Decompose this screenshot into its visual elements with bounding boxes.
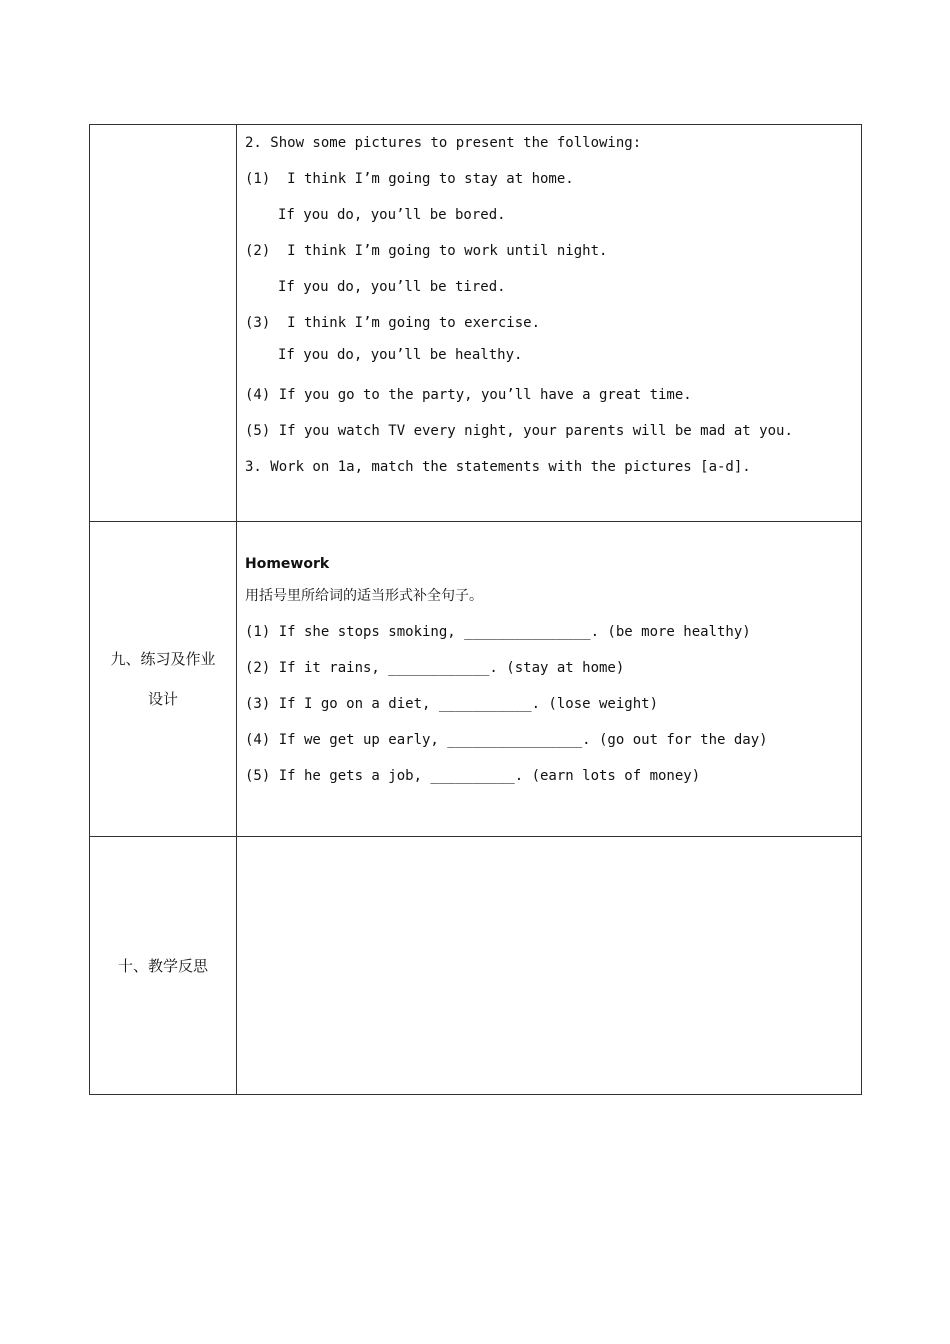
reflection-label-cell	[90, 837, 237, 1095]
table-row	[90, 837, 862, 1095]
homework-item-5: (5) If he gets a job, __________. (earn lots of money)	[245, 768, 701, 784]
homework-title: Homework	[245, 556, 330, 572]
sentence-4: (4) If you go to the party, you’ll have a great time.	[245, 387, 692, 403]
homework-label-cell	[90, 522, 237, 837]
sentence-5: (5) If you watch TV every night, your parents will be mad at you.	[245, 423, 793, 439]
homework-label-line1: 九、练习及作业	[110, 650, 216, 668]
response-2: If you do, you’ll be tired.	[278, 279, 506, 295]
table-row	[90, 125, 862, 522]
homework-instruction: 用括号里所给词的适当形式补全句子。	[245, 588, 483, 604]
homework-item-1: (1) If she stops smoking, _______________. (be more healthy)	[245, 624, 751, 640]
response-3: If you do, you’ll be healthy.	[278, 347, 523, 363]
reflection-label: 十、教学反思	[117, 956, 208, 975]
response-1: If you do, you’ll be bored.	[278, 207, 506, 223]
reflection-content-cell	[237, 837, 862, 1095]
homework-item-4: (4) If we get up early, ________________. (go out for the day)	[245, 732, 768, 748]
homework-label-line2: 设计	[147, 690, 178, 708]
sentence-3: (3) I think I’m going to exercise.	[245, 315, 541, 331]
row1-content-cell	[237, 125, 862, 522]
lesson-plan-table	[89, 124, 862, 1095]
homework-content-cell	[237, 522, 862, 837]
table-row	[90, 522, 862, 837]
homework-item-2: (2) If it rains, ____________. (stay at home)	[245, 660, 625, 676]
sentence-1: (1) I think I’m going to stay at home.	[245, 171, 574, 187]
sentence-2: (2) I think I’m going to work until night.	[245, 243, 608, 259]
homework-item-3: (3) If I go on a diet, ___________. (lose weight)	[245, 696, 659, 712]
step-2-text: 2. Show some pictures to present the following:	[245, 135, 642, 151]
step-3-text: 3. Work on 1a, match the statements with the pictures [a-d].	[245, 459, 751, 475]
row1-label-cell	[90, 125, 237, 522]
